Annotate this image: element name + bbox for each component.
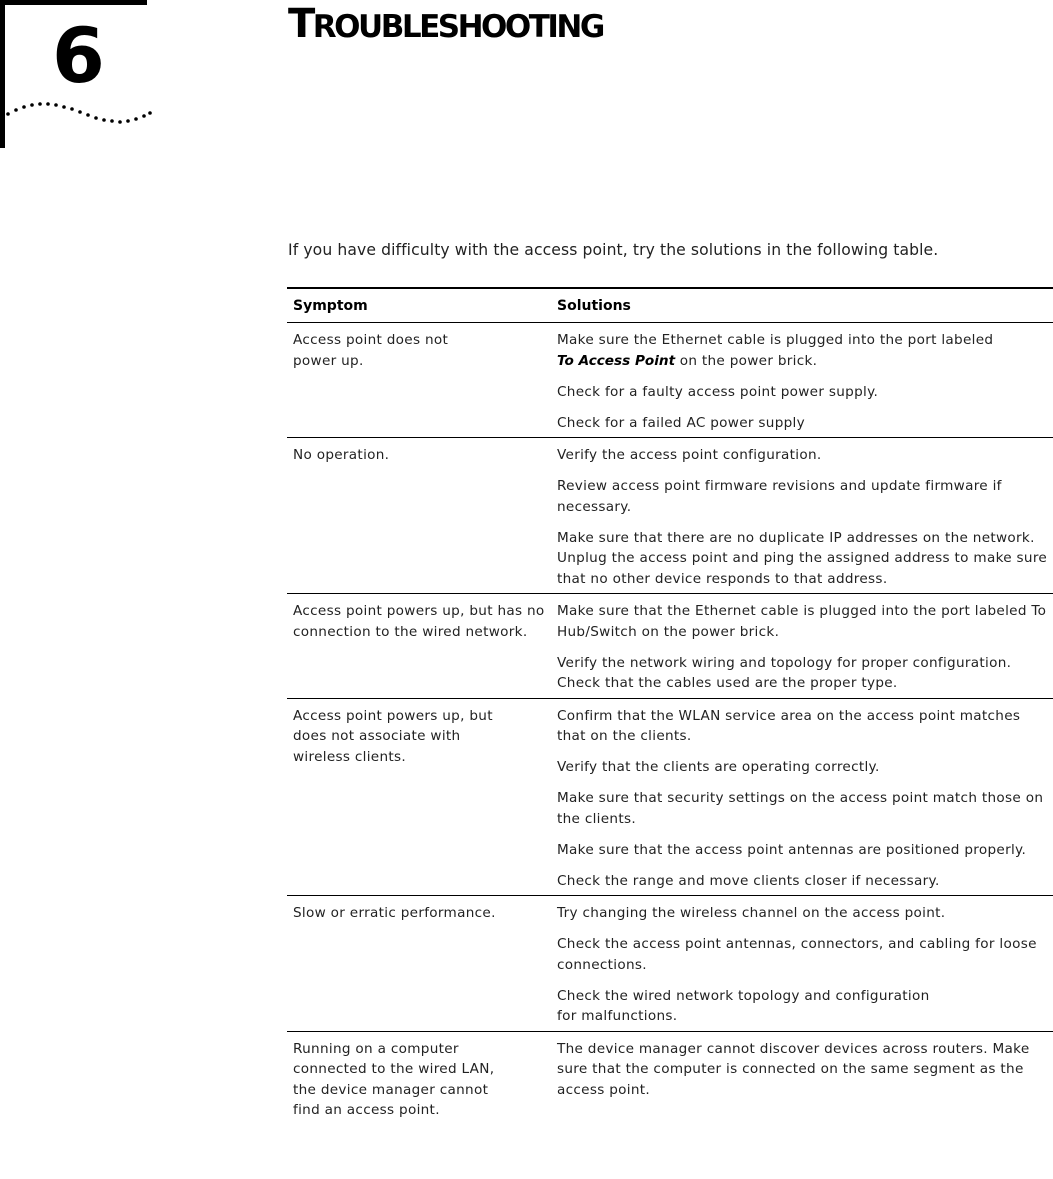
symptom-cell: No operation. [293, 447, 390, 463]
solution-item: Make sure the Ethernet cable is plugged into the port labeled To Access Point on the power brick. [557, 332, 994, 369]
solution-item: Make sure that there are no duplicate IP addresses on the network. Unplug the access point and ping the assigned address to make sure that no other device responds to that address. [557, 529, 1048, 587]
chapter-rule-top [0, 0, 147, 5]
solutions-cell [551, 1031, 1053, 1121]
troubleshooting-table [287, 287, 1053, 1121]
solution-item: Make sure that security settings on the access point match those on the clients. [557, 790, 1044, 827]
port-label-emphasis: To Access Point [557, 352, 676, 369]
solution-item: Make sure that the Ethernet cable is plugged into the port labeled To Hub/Switch on the power brick. [557, 603, 1047, 640]
table-row [287, 438, 1053, 594]
chapter-number: 6 [52, 11, 103, 100]
solution-item: Check the range and move clients closer if necessary. [557, 872, 940, 889]
solutions-cell [551, 896, 1053, 1032]
header-solutions: Solutions [551, 288, 1053, 323]
table-row [287, 1031, 1053, 1121]
chapter-title [288, 1, 603, 47]
solution-item: Check the wired network topology and configuration for malfunctions. [557, 987, 930, 1024]
symptom-cell: Access point does not power up. [293, 332, 449, 369]
table-header-row [287, 288, 1053, 323]
solution-item: Review access point firmware revisions and update firmware if necessary. [557, 478, 1002, 515]
dotted-wave-decoration [4, 100, 154, 134]
intro-paragraph: If you have difficulty with the access point, try the solutions in the following table. [288, 241, 939, 259]
solution-item: Check the access point antennas, connectors, and cabling for loose connections. [557, 936, 1037, 973]
solution-item: Verify the network wiring and topology for proper configuration. Check that the cables used are the proper type. [557, 654, 1012, 691]
solution-item: Verify that the clients are operating correctly. [557, 759, 880, 775]
solutions-cell [551, 323, 1053, 438]
symptom-cell: Access point powers up, but does not associate with wireless clients. [293, 707, 493, 765]
solutions-cell [551, 438, 1053, 594]
solution-item: Make sure that the access point antennas are positioned properly. [557, 841, 1027, 858]
symptom-cell: Access point powers up, but has no connection to the wired network. [293, 603, 545, 640]
symptom-cell: Running on a computer connected to the wired LAN, the device manager cannot find an access point. [293, 1040, 495, 1118]
table-row [287, 594, 1053, 699]
symptom-cell: Slow or erratic performance. [293, 905, 496, 921]
solutions-cell [551, 698, 1053, 896]
solutions-cell [551, 594, 1053, 699]
chapter-marker [0, 0, 150, 150]
solution-item: Try changing the wireless channel on the access point. [557, 905, 946, 921]
solution-item: The device manager cannot discover devices across routers. Make sure that the computer is connected on the same segment as the access point. [557, 1040, 1030, 1098]
table-row [287, 323, 1053, 438]
table-row [287, 698, 1053, 896]
chapter-title-initial: T [288, 1, 313, 47]
solution-item: Confirm that the WLAN service area on the access point matches that on the clients. [557, 707, 1021, 744]
solution-item: Check for a failed AC power supply [557, 414, 805, 431]
header-symptom: Symptom [287, 288, 551, 323]
table-row [287, 896, 1053, 1032]
solution-item: Check for a faulty access point power supply. [557, 383, 879, 400]
solution-item: Verify the access point configuration. [557, 447, 822, 463]
chapter-title-rest: ROUBLESHOOTING [312, 9, 603, 45]
